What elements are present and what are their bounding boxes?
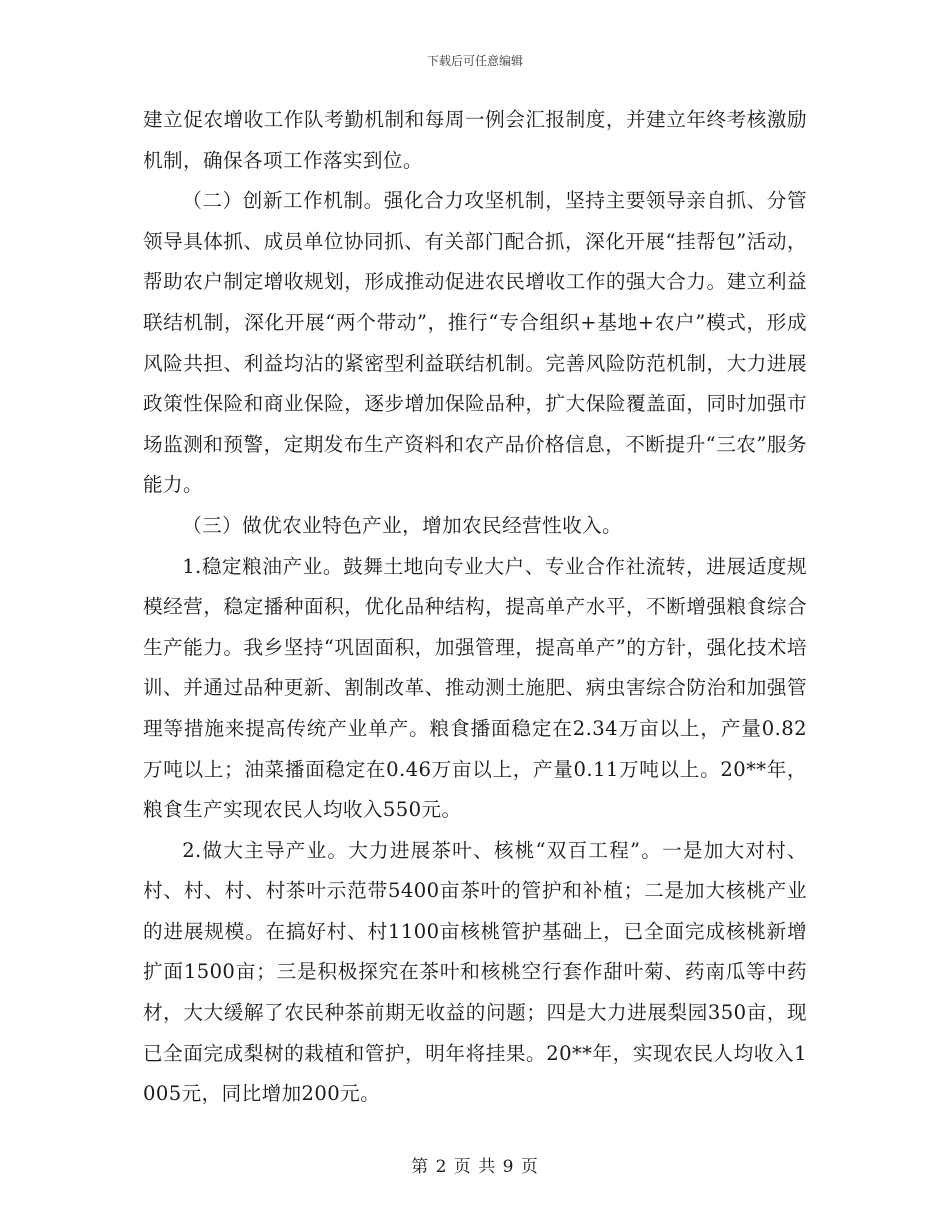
paragraph-main-industry: 2.做大主导产业。大力进展茶叶、核桃“双百工程”。一是加大对村、村、村、村、村茶叶示范带5400亩茶叶的管护和补植；二是加大核桃产业的进展规模。在搞好村、村1100亩核桃管护基础上，已全面完成核桃新增扩面1500亩；三是积极探究在茶叶和核桃空行套作甜叶菊、药南瓜等中药材，大大缓解了农民种茶前期无收益的问题；四是大力进展梨园350亩，现已全面完成梨树的栽植和管护，明年将挂果。20**年，实现农民人均收入1005元，同比增加200元。 [143, 838, 807, 1106]
paragraph-work-mechanism: （二）创新工作机制。强化合力攻坚机制，坚持主要领导亲自抓、分管领导具体抓、成员单位协同抓、有关部门配合抓，深化开展“挂帮包”活动，帮助农户制定增收规划，形成推动促进农民增收工作的强大合力。建立利益联结机制，深化开展“两个带动”，推行“专合组织+基地+农户”模式，形成风险共担、利益均沾的紧密型利益联结机制。完善风险防范机制，大力进展政策性保险和商业保险，逐步增加保险品种，扩大保险覆盖面，同时加强市场监测和预警，定期发布生产资料和农产品价格信息，不断提升“三农”服务能力。 [143, 189, 807, 497]
page-header: 下载后可任意编辑 [426, 54, 523, 68]
page-number: 第 2 页 共 9 页 [411, 1157, 539, 1177]
paragraph-grain-oil: 1.稳定粮油产业。鼓舞土地向专业大户、专业合作社流转，进展适度规模经营，稳定播种面积，优化品种结构，提高单产水平，不断增强粮食综合生产能力。我乡坚持“巩固面积，加强管理，提高单产”的方针，强化技术培训、并通过品种更新、割制改革、推动测土施肥、病虫害综合防治和加强管理等措施来提高传统产业单产。粮食播面稳定在2.34万亩以上，产量0.82万吨以上；油菜播面稳定在0.46万亩以上，产量0.11万吨以上。20**年，粮食生产实现农民人均收入550元。 [143, 554, 807, 822]
section-heading-industry: （三）做优农业特色产业，增加农民经营性收入。 [182, 513, 623, 537]
paragraph-continuation: 建立促农增收工作队考勤机制和每周一例会汇报制度，并建立年终考核激励机制，确保各项工作落实到位。 [143, 108, 807, 172]
document-body [143, 100, 807, 1115]
